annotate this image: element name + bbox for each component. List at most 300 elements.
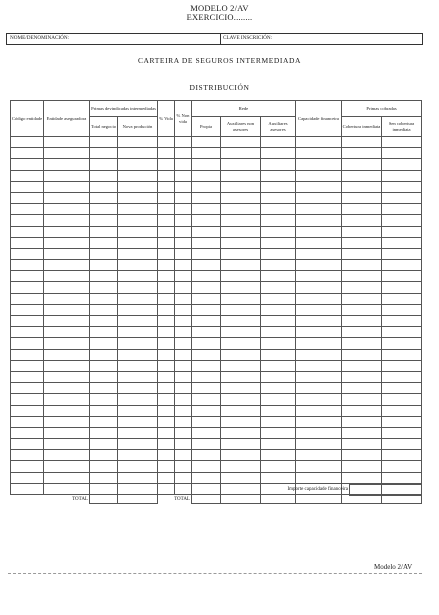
table-cell[interactable] bbox=[221, 170, 261, 181]
table-cell[interactable] bbox=[192, 371, 221, 382]
table-cell[interactable] bbox=[175, 416, 192, 427]
table-cell[interactable] bbox=[296, 338, 342, 349]
table-cell[interactable] bbox=[221, 271, 261, 282]
table-cell[interactable] bbox=[90, 271, 118, 282]
table-cell[interactable] bbox=[118, 282, 158, 293]
table-cell[interactable] bbox=[158, 237, 175, 248]
table-cell[interactable] bbox=[192, 472, 221, 483]
table-cell[interactable] bbox=[192, 271, 221, 282]
table-cell[interactable] bbox=[118, 159, 158, 170]
table-cell[interactable] bbox=[118, 137, 158, 148]
table-cell[interactable] bbox=[261, 204, 296, 215]
table-cell[interactable] bbox=[192, 204, 221, 215]
table-cell[interactable] bbox=[11, 159, 44, 170]
table-cell[interactable] bbox=[44, 137, 90, 148]
table-cell[interactable] bbox=[118, 316, 158, 327]
table-cell[interactable] bbox=[118, 483, 158, 494]
table-cell[interactable] bbox=[118, 293, 158, 304]
table-cell[interactable] bbox=[118, 192, 158, 203]
table-cell[interactable] bbox=[11, 304, 44, 315]
table-cell[interactable] bbox=[175, 450, 192, 461]
table-cell[interactable] bbox=[261, 383, 296, 394]
table-cell[interactable] bbox=[342, 383, 382, 394]
table-cell[interactable] bbox=[261, 360, 296, 371]
table-cell[interactable] bbox=[221, 215, 261, 226]
table-cell[interactable] bbox=[90, 338, 118, 349]
table-cell[interactable] bbox=[90, 192, 118, 203]
table-cell[interactable] bbox=[192, 137, 221, 148]
table-cell[interactable] bbox=[11, 450, 44, 461]
table-cell[interactable] bbox=[118, 260, 158, 271]
table-cell[interactable] bbox=[90, 237, 118, 248]
table-cell[interactable] bbox=[175, 394, 192, 405]
table-cell[interactable] bbox=[118, 215, 158, 226]
table-cell[interactable] bbox=[192, 181, 221, 192]
table-cell[interactable] bbox=[175, 215, 192, 226]
table-cell[interactable] bbox=[296, 316, 342, 327]
table-cell[interactable] bbox=[90, 349, 118, 360]
table-cell[interactable] bbox=[158, 472, 175, 483]
table-cell[interactable] bbox=[158, 204, 175, 215]
table-cell[interactable] bbox=[296, 282, 342, 293]
table-cell[interactable] bbox=[382, 316, 422, 327]
table-cell[interactable] bbox=[90, 327, 118, 338]
table-cell[interactable] bbox=[192, 450, 221, 461]
table-cell[interactable] bbox=[175, 349, 192, 360]
table-cell[interactable] bbox=[221, 427, 261, 438]
table-cell[interactable] bbox=[261, 472, 296, 483]
table-cell[interactable] bbox=[118, 461, 158, 472]
table-cell[interactable] bbox=[296, 215, 342, 226]
table-cell[interactable] bbox=[342, 360, 382, 371]
table-cell[interactable] bbox=[118, 304, 158, 315]
table-cell[interactable] bbox=[11, 148, 44, 159]
table-cell[interactable] bbox=[175, 192, 192, 203]
table-cell[interactable] bbox=[44, 248, 90, 259]
table-cell[interactable] bbox=[261, 159, 296, 170]
table-cell[interactable] bbox=[261, 226, 296, 237]
table-cell[interactable] bbox=[261, 349, 296, 360]
table-cell[interactable] bbox=[192, 316, 221, 327]
table-cell[interactable] bbox=[342, 148, 382, 159]
table-cell[interactable] bbox=[192, 226, 221, 237]
table-cell[interactable] bbox=[261, 181, 296, 192]
table-cell[interactable] bbox=[90, 394, 118, 405]
table-cell[interactable] bbox=[382, 416, 422, 427]
table-cell[interactable] bbox=[296, 472, 342, 483]
table-cell[interactable] bbox=[44, 159, 90, 170]
table-cell[interactable] bbox=[192, 439, 221, 450]
table-cell[interactable] bbox=[118, 383, 158, 394]
table-cell[interactable] bbox=[158, 271, 175, 282]
table-cell[interactable] bbox=[192, 260, 221, 271]
table-cell[interactable] bbox=[90, 316, 118, 327]
table-cell[interactable] bbox=[296, 271, 342, 282]
table-cell[interactable] bbox=[90, 226, 118, 237]
table-cell[interactable] bbox=[296, 260, 342, 271]
table-cell[interactable] bbox=[261, 416, 296, 427]
table-cell[interactable] bbox=[221, 226, 261, 237]
table-cell[interactable] bbox=[175, 237, 192, 248]
table-cell[interactable] bbox=[221, 338, 261, 349]
table-cell[interactable] bbox=[44, 450, 90, 461]
table-cell[interactable] bbox=[175, 327, 192, 338]
table-cell[interactable] bbox=[11, 416, 44, 427]
table-cell[interactable] bbox=[158, 293, 175, 304]
table-cell[interactable] bbox=[261, 282, 296, 293]
table-cell[interactable] bbox=[175, 271, 192, 282]
table-cell[interactable] bbox=[342, 427, 382, 438]
table-cell[interactable] bbox=[261, 148, 296, 159]
table-cell[interactable] bbox=[261, 338, 296, 349]
table-cell[interactable] bbox=[342, 282, 382, 293]
table-cell[interactable] bbox=[342, 248, 382, 259]
table-cell[interactable] bbox=[342, 327, 382, 338]
table-cell[interactable] bbox=[158, 461, 175, 472]
table-cell[interactable] bbox=[296, 304, 342, 315]
table-cell[interactable] bbox=[342, 405, 382, 416]
table-cell[interactable] bbox=[175, 338, 192, 349]
table-cell[interactable] bbox=[382, 215, 422, 226]
table-cell[interactable] bbox=[158, 148, 175, 159]
table-cell[interactable] bbox=[342, 215, 382, 226]
table-cell[interactable] bbox=[11, 439, 44, 450]
table-cell[interactable] bbox=[382, 439, 422, 450]
table-cell[interactable] bbox=[261, 450, 296, 461]
table-cell[interactable] bbox=[382, 192, 422, 203]
table-cell[interactable] bbox=[192, 215, 221, 226]
table-cell[interactable] bbox=[175, 159, 192, 170]
table-cell[interactable] bbox=[175, 226, 192, 237]
table-cell[interactable] bbox=[296, 248, 342, 259]
table-cell[interactable] bbox=[192, 304, 221, 315]
table-cell[interactable] bbox=[221, 248, 261, 259]
table-cell[interactable] bbox=[261, 427, 296, 438]
table-cell[interactable] bbox=[158, 427, 175, 438]
table-cell[interactable] bbox=[44, 226, 90, 237]
table-cell[interactable] bbox=[175, 148, 192, 159]
table-cell[interactable] bbox=[158, 371, 175, 382]
table-cell[interactable] bbox=[221, 159, 261, 170]
table-cell[interactable] bbox=[90, 159, 118, 170]
table-cell[interactable] bbox=[296, 137, 342, 148]
table-cell[interactable] bbox=[44, 405, 90, 416]
table-cell[interactable] bbox=[175, 316, 192, 327]
table-cell[interactable] bbox=[11, 316, 44, 327]
table-cell[interactable] bbox=[221, 416, 261, 427]
table-cell[interactable] bbox=[11, 483, 44, 494]
table-cell[interactable] bbox=[221, 405, 261, 416]
table-cell[interactable] bbox=[44, 461, 90, 472]
table-cell[interactable] bbox=[382, 360, 422, 371]
total-cell-auxiliares-non-asesores[interactable] bbox=[221, 495, 261, 504]
table-cell[interactable] bbox=[90, 360, 118, 371]
table-cell[interactable] bbox=[118, 271, 158, 282]
table-cell[interactable] bbox=[261, 137, 296, 148]
table-cell[interactable] bbox=[44, 192, 90, 203]
table-cell[interactable] bbox=[11, 271, 44, 282]
table-cell[interactable] bbox=[118, 170, 158, 181]
table-cell[interactable] bbox=[11, 371, 44, 382]
table-cell[interactable] bbox=[192, 416, 221, 427]
table-cell[interactable] bbox=[342, 394, 382, 405]
table-cell[interactable] bbox=[382, 327, 422, 338]
table-cell[interactable] bbox=[158, 137, 175, 148]
table-cell[interactable] bbox=[118, 427, 158, 438]
table-cell[interactable] bbox=[342, 260, 382, 271]
table-cell[interactable] bbox=[175, 293, 192, 304]
table-cell[interactable] bbox=[118, 416, 158, 427]
table-cell[interactable] bbox=[221, 371, 261, 382]
table-cell[interactable] bbox=[158, 192, 175, 203]
table-cell[interactable] bbox=[44, 260, 90, 271]
table-cell[interactable] bbox=[342, 159, 382, 170]
table-cell[interactable] bbox=[158, 360, 175, 371]
table-cell[interactable] bbox=[11, 260, 44, 271]
table-cell[interactable] bbox=[221, 439, 261, 450]
table-cell[interactable] bbox=[382, 383, 422, 394]
table-cell[interactable] bbox=[192, 237, 221, 248]
table-cell[interactable] bbox=[158, 338, 175, 349]
table-cell[interactable] bbox=[296, 383, 342, 394]
table-cell[interactable] bbox=[296, 181, 342, 192]
table-cell[interactable] bbox=[118, 248, 158, 259]
table-cell[interactable] bbox=[90, 137, 118, 148]
table-cell[interactable] bbox=[11, 137, 44, 148]
table-cell[interactable] bbox=[382, 405, 422, 416]
table-cell[interactable] bbox=[44, 293, 90, 304]
table-cell[interactable] bbox=[296, 349, 342, 360]
table-cell[interactable] bbox=[382, 237, 422, 248]
table-cell[interactable] bbox=[158, 316, 175, 327]
table-cell[interactable] bbox=[175, 248, 192, 259]
table-cell[interactable] bbox=[296, 204, 342, 215]
table-cell[interactable] bbox=[221, 304, 261, 315]
table-cell[interactable] bbox=[261, 237, 296, 248]
table-cell[interactable] bbox=[175, 427, 192, 438]
table-cell[interactable] bbox=[221, 282, 261, 293]
table-cell[interactable] bbox=[11, 405, 44, 416]
table-cell[interactable] bbox=[44, 215, 90, 226]
table-cell[interactable] bbox=[175, 304, 192, 315]
table-cell[interactable] bbox=[221, 137, 261, 148]
table-cell[interactable] bbox=[175, 170, 192, 181]
table-cell[interactable] bbox=[261, 271, 296, 282]
table-cell[interactable] bbox=[296, 237, 342, 248]
table-cell[interactable] bbox=[158, 248, 175, 259]
table-cell[interactable] bbox=[296, 293, 342, 304]
table-cell[interactable] bbox=[382, 371, 422, 382]
table-cell[interactable] bbox=[90, 293, 118, 304]
table-cell[interactable] bbox=[90, 461, 118, 472]
table-cell[interactable] bbox=[221, 360, 261, 371]
table-cell[interactable] bbox=[175, 483, 192, 494]
table-cell[interactable] bbox=[261, 439, 296, 450]
table-cell[interactable] bbox=[261, 316, 296, 327]
table-cell[interactable] bbox=[296, 327, 342, 338]
table-cell[interactable] bbox=[44, 394, 90, 405]
table-cell[interactable] bbox=[11, 204, 44, 215]
table-cell[interactable] bbox=[44, 181, 90, 192]
table-cell[interactable] bbox=[192, 248, 221, 259]
table-cell[interactable] bbox=[44, 148, 90, 159]
table-cell[interactable] bbox=[382, 293, 422, 304]
table-cell[interactable] bbox=[342, 371, 382, 382]
table-cell[interactable] bbox=[192, 148, 221, 159]
table-cell[interactable] bbox=[342, 137, 382, 148]
total-cell-auxiliares-asesores[interactable] bbox=[261, 495, 296, 504]
table-cell[interactable] bbox=[175, 360, 192, 371]
table-cell[interactable] bbox=[11, 170, 44, 181]
table-cell[interactable] bbox=[382, 304, 422, 315]
table-cell[interactable] bbox=[342, 439, 382, 450]
table-cell[interactable] bbox=[158, 260, 175, 271]
table-cell[interactable] bbox=[118, 237, 158, 248]
table-cell[interactable] bbox=[90, 472, 118, 483]
table-cell[interactable] bbox=[342, 293, 382, 304]
table-cell[interactable] bbox=[158, 450, 175, 461]
table-cell[interactable] bbox=[44, 316, 90, 327]
table-cell[interactable] bbox=[382, 204, 422, 215]
table-cell[interactable] bbox=[44, 204, 90, 215]
table-cell[interactable] bbox=[175, 282, 192, 293]
table-cell[interactable] bbox=[221, 383, 261, 394]
table-cell[interactable] bbox=[192, 360, 221, 371]
table-cell[interactable] bbox=[192, 282, 221, 293]
table-cell[interactable] bbox=[158, 405, 175, 416]
table-cell[interactable] bbox=[175, 204, 192, 215]
table-cell[interactable] bbox=[342, 316, 382, 327]
table-cell[interactable] bbox=[158, 383, 175, 394]
table-cell[interactable] bbox=[342, 338, 382, 349]
table-cell[interactable] bbox=[296, 461, 342, 472]
table-cell[interactable] bbox=[11, 192, 44, 203]
table-cell[interactable] bbox=[11, 394, 44, 405]
table-cell[interactable] bbox=[118, 349, 158, 360]
table-cell[interactable] bbox=[175, 371, 192, 382]
table-cell[interactable] bbox=[296, 159, 342, 170]
table-cell[interactable] bbox=[175, 383, 192, 394]
table-cell[interactable] bbox=[11, 248, 44, 259]
table-cell[interactable] bbox=[261, 304, 296, 315]
total-cell-propia[interactable] bbox=[192, 495, 221, 504]
table-cell[interactable] bbox=[261, 461, 296, 472]
table-cell[interactable] bbox=[261, 170, 296, 181]
table-cell[interactable] bbox=[118, 360, 158, 371]
table-cell[interactable] bbox=[296, 427, 342, 438]
table-cell[interactable] bbox=[382, 271, 422, 282]
table-cell[interactable] bbox=[11, 383, 44, 394]
table-cell[interactable] bbox=[261, 327, 296, 338]
table-cell[interactable] bbox=[44, 282, 90, 293]
table-cell[interactable] bbox=[192, 170, 221, 181]
table-cell[interactable] bbox=[296, 148, 342, 159]
table-cell[interactable] bbox=[158, 483, 175, 494]
table-cell[interactable] bbox=[342, 349, 382, 360]
table-cell[interactable] bbox=[90, 170, 118, 181]
table-cell[interactable] bbox=[382, 472, 422, 483]
table-cell[interactable] bbox=[44, 327, 90, 338]
table-cell[interactable] bbox=[118, 338, 158, 349]
table-cell[interactable] bbox=[175, 260, 192, 271]
table-cell[interactable] bbox=[192, 461, 221, 472]
table-cell[interactable] bbox=[44, 427, 90, 438]
table-cell[interactable] bbox=[11, 282, 44, 293]
table-cell[interactable] bbox=[192, 159, 221, 170]
table-cell[interactable] bbox=[382, 282, 422, 293]
table-cell[interactable] bbox=[296, 371, 342, 382]
table-cell[interactable] bbox=[342, 237, 382, 248]
table-cell[interactable] bbox=[90, 282, 118, 293]
total-cell-nova-producion[interactable] bbox=[118, 495, 158, 504]
table-cell[interactable] bbox=[158, 416, 175, 427]
table-cell[interactable] bbox=[296, 405, 342, 416]
table-cell[interactable] bbox=[90, 204, 118, 215]
table-cell[interactable] bbox=[221, 181, 261, 192]
table-cell[interactable] bbox=[118, 405, 158, 416]
table-cell[interactable] bbox=[221, 349, 261, 360]
table-cell[interactable] bbox=[158, 439, 175, 450]
table-cell[interactable] bbox=[342, 450, 382, 461]
table-cell[interactable] bbox=[44, 349, 90, 360]
table-cell[interactable] bbox=[175, 137, 192, 148]
table-cell[interactable] bbox=[382, 461, 422, 472]
table-cell[interactable] bbox=[11, 472, 44, 483]
table-cell[interactable] bbox=[11, 226, 44, 237]
table-cell[interactable] bbox=[90, 416, 118, 427]
table-cell[interactable] bbox=[342, 472, 382, 483]
table-cell[interactable] bbox=[382, 349, 422, 360]
table-cell[interactable] bbox=[382, 394, 422, 405]
table-cell[interactable] bbox=[382, 137, 422, 148]
table-cell[interactable] bbox=[158, 304, 175, 315]
table-cell[interactable] bbox=[296, 450, 342, 461]
table-cell[interactable] bbox=[44, 360, 90, 371]
table-cell[interactable] bbox=[11, 349, 44, 360]
table-cell[interactable] bbox=[382, 450, 422, 461]
table-cell[interactable] bbox=[90, 260, 118, 271]
table-cell[interactable] bbox=[90, 383, 118, 394]
table-cell[interactable] bbox=[382, 170, 422, 181]
table-cell[interactable] bbox=[90, 181, 118, 192]
table-cell[interactable] bbox=[261, 394, 296, 405]
table-cell[interactable] bbox=[90, 439, 118, 450]
table-cell[interactable] bbox=[118, 450, 158, 461]
table-cell[interactable] bbox=[11, 293, 44, 304]
table-cell[interactable] bbox=[192, 338, 221, 349]
table-cell[interactable] bbox=[261, 248, 296, 259]
table-cell[interactable] bbox=[158, 282, 175, 293]
table-cell[interactable] bbox=[118, 439, 158, 450]
table-cell[interactable] bbox=[158, 349, 175, 360]
table-cell[interactable] bbox=[44, 338, 90, 349]
table-cell[interactable] bbox=[44, 237, 90, 248]
table-cell[interactable] bbox=[382, 260, 422, 271]
table-cell[interactable] bbox=[44, 483, 90, 494]
table-cell[interactable] bbox=[261, 293, 296, 304]
table-cell[interactable] bbox=[342, 226, 382, 237]
table-cell[interactable] bbox=[221, 450, 261, 461]
table-cell[interactable] bbox=[382, 159, 422, 170]
table-cell[interactable] bbox=[192, 405, 221, 416]
table-cell[interactable] bbox=[342, 461, 382, 472]
table-cell[interactable] bbox=[296, 360, 342, 371]
table-cell[interactable] bbox=[44, 383, 90, 394]
table-cell[interactable] bbox=[118, 226, 158, 237]
table-cell[interactable] bbox=[90, 450, 118, 461]
total-cell-capacidade[interactable] bbox=[296, 495, 342, 504]
table-cell[interactable] bbox=[158, 170, 175, 181]
